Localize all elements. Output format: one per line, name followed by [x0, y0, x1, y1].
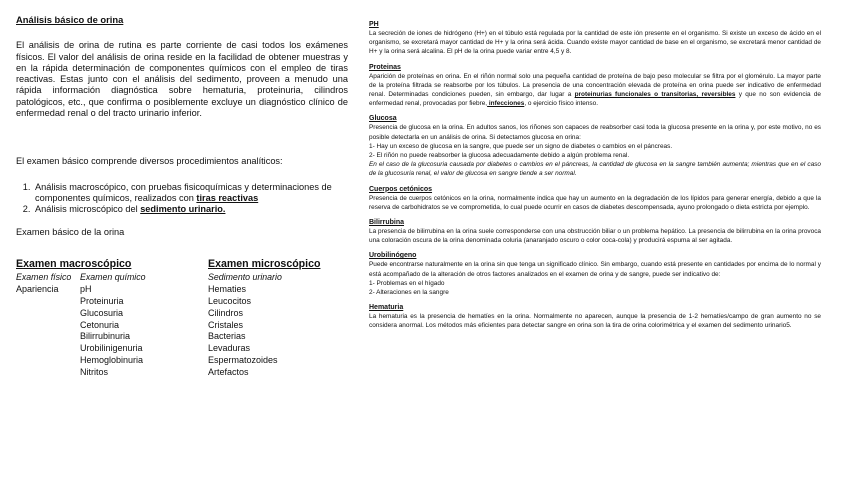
ph-text: La secreción de iones de hidrógeno (H+) en el túbulo está regulada por la cantidad de este ión presente en el organismo. Si existe un exceso de ácido en el organismo, se excretará mayor cantidad de H+ y la orina será ácida. Cuando existe mayor cantidad de base en el organismo, se excretará menor cantidad de H+ y la orina será alcalina. El pH de la orina puede variar entre 4,5 y 8. — [369, 30, 821, 56]
sediment-subheading: Sedimento urinario — [208, 271, 282, 282]
urobilinogen-section — [369, 251, 821, 297]
list-item: Levaduras — [208, 343, 251, 354]
reactive-strips-link[interactable]: tiras reactivas — [196, 192, 259, 203]
list-item: Nitritos — [80, 367, 109, 378]
protein-text — [369, 72, 821, 109]
glucose-note: En el caso de la glucosuria causada por diabetes o cambios en el páncreas, la cantidad de glucosa en la sangre también aumenta; mientras que en el caso de la glucosuria renal, el valor de glucosa en sangre tiende a ser normal. — [369, 161, 821, 178]
micro-heading: Examen microscópico — [208, 257, 321, 270]
hematuria-section — [369, 303, 821, 330]
ph-heading: PH — [369, 21, 379, 28]
urobilinogen-point-2: 2- Alteraciones en la sangre — [369, 289, 449, 297]
list-item: Bacterias — [208, 331, 246, 342]
urobilinogen-text: Puede encontrarse naturalmente en la orina sin que tenga un significado clínico. Sin embargo, cuando está presente en cantidades por encima de lo normal y está acompañado de la alteración de otros factores analizados en el examen de orina y de sangre, puede ser indicativo de: — [369, 261, 821, 278]
list-item: Espermatozoides — [208, 355, 278, 366]
procedures-intro: El examen básico comprende diversos procedimientos analíticos: — [16, 156, 283, 167]
list-item: Proteinuria — [80, 295, 124, 306]
item1-text: Análisis macroscópico, con pruebas fisicoquímicas y determinaciones de componentes químicos, realizados con — [35, 181, 332, 203]
list-item: Cristales — [208, 319, 244, 330]
glucose-section — [369, 114, 821, 178]
microscopic-list — [208, 284, 278, 379]
ketone-heading: Cuerpos cetónicos — [369, 185, 433, 193]
bilirubin-text: La presencia de bilirrubina en la orina suele corresponderse con una obstrucción biliar o un problema hepático. La presencia de bilirrubina en la orina provoca una coloración oscura de la orina denominada coluria (anaranjado oscuro o color coca-cola) y producirá espuma al ser agitada. — [369, 228, 821, 245]
glucose-text: Presencia de glucosa en la orina. En adultos sanos, los riñones son capaces de reabsorber casi toda la glucosa presente en la orina y, por este motivo, no es posible detectarla en un análisis de orina. Si detectamos glucosa en orina: — [369, 124, 821, 141]
protein-heading: Proteinas — [369, 63, 401, 71]
list-item: Cilindros — [208, 307, 244, 318]
list-item: Hemoglobinuria — [80, 355, 144, 366]
glucose-point-1: 1- Hay un exceso de glucosa en la sangre, que puede ser un signo de diabetes o cambios en el páncreas. — [369, 142, 673, 150]
list-item: Urobilinigenuria — [80, 343, 143, 354]
list-item: Artefactos — [208, 367, 249, 378]
protein-text-1: Aparición de proteínas en orina. En el riñón normal solo una pequeña cantidad de proteína de bajo peso molecular se filtra por el glomérulo. La mayor parte de la proteína filtrada se reabsorbe por los túbulos. La presencia de una concentración elevada de proteína en orina puede ser indicativo de enfermedad renal. Determinadas condiciones pueden, sin embargo, dar lugar a — [369, 72, 821, 99]
ph-section — [369, 20, 821, 57]
physical-item: Apariencia — [16, 283, 59, 294]
functional-proteinuria-link[interactable]: proteinurias funcionales o transitorias, reversibles — [574, 91, 736, 99]
list-item: Cetonuria — [80, 319, 120, 330]
glucose-heading: Glucosa — [369, 115, 397, 123]
list-item — [33, 204, 348, 215]
list-item: pH — [80, 283, 92, 294]
physical-subheading: Examen físico — [16, 271, 72, 282]
urinary-sediment-link[interactable]: sedimento urinario. — [140, 204, 226, 215]
document-title: Análisis básico de orina — [16, 14, 124, 25]
chemical-list — [80, 284, 143, 379]
hematuria-heading: Hematuria — [369, 304, 404, 312]
bilirubin-heading: Bilirrubina — [369, 219, 405, 227]
macro-heading: Examen macroscópico — [16, 257, 132, 270]
protein-text-3: , o ejercicio físico intenso. — [524, 100, 599, 108]
hematuria-text: La hematuria es la presencia de hematíes en la orina. Normalmente no aparecen, aunque la presencia de 1-2 hematíes/campo de gran aumento no se considera anormal. Los métodos más eficientes para detectar sangre en orina son la tira de orina colorimétrica y el examen del sedimento urinario5. — [369, 313, 821, 330]
protein-text-2: y que no son evidencia de enfermedad renal, provocadas por fiebre, — [369, 91, 821, 108]
list-item — [33, 182, 348, 205]
ketone-section — [369, 185, 821, 212]
basic-exam-label: Examen básico de la orina — [16, 226, 125, 237]
intro-paragraph: El análisis de orina de rutina es parte corriente de casi todos los exámenes físicos. El valor del análisis de orina reside en la facilidad de obtener muestras y en la rápida determinación de componentes químicos con el empleo de tiras reactivas. Estas junto con el análisis del sedimento, proveen a menudo una rápida información diagnóstica sobre hematuria, proteinuria, cilindros patológicos, etc., que confirma o posiblemente excluye un diagnóstico clínico de enfermedad renal o del tracto urinario inferior. — [16, 40, 348, 119]
bilirubin-section — [369, 218, 821, 245]
protein-section — [369, 63, 821, 109]
item2-text: Análisis microscópico del — [35, 204, 141, 215]
chemical-subheading: Examen químico — [80, 271, 146, 282]
list-item: Glucosuria — [80, 307, 124, 318]
left-column — [16, 14, 348, 399]
procedures-list — [16, 182, 348, 216]
ketone-text: Presencia de cuerpos cetónicos en la orina, normalmente indica que hay un aumento en la degradación de los lípidos para generar energía, debido a que la reserva de carbohidratos se ve comprometida, lo cual puede ocurrir en casos de diabetes descompensada, ayuno prolongado o dieta estricta por ejemplo. — [369, 194, 821, 211]
exam-tables — [16, 259, 348, 399]
list-item: Bilirrubinuria — [80, 331, 131, 342]
urobilinogen-point-1: 1- Problemas en el hígado — [369, 279, 445, 287]
infections-link[interactable]: infecciones — [487, 100, 525, 108]
list-item: Hematies — [208, 283, 247, 294]
urobilinogen-heading: Urobilinógeno — [369, 252, 417, 260]
glucose-point-2: 2- El riñón no puede reabsorber la glucosa adecuadamente debido a algún problema renal. — [369, 152, 630, 160]
right-column — [369, 20, 821, 337]
list-item: Leucocitos — [208, 295, 252, 306]
